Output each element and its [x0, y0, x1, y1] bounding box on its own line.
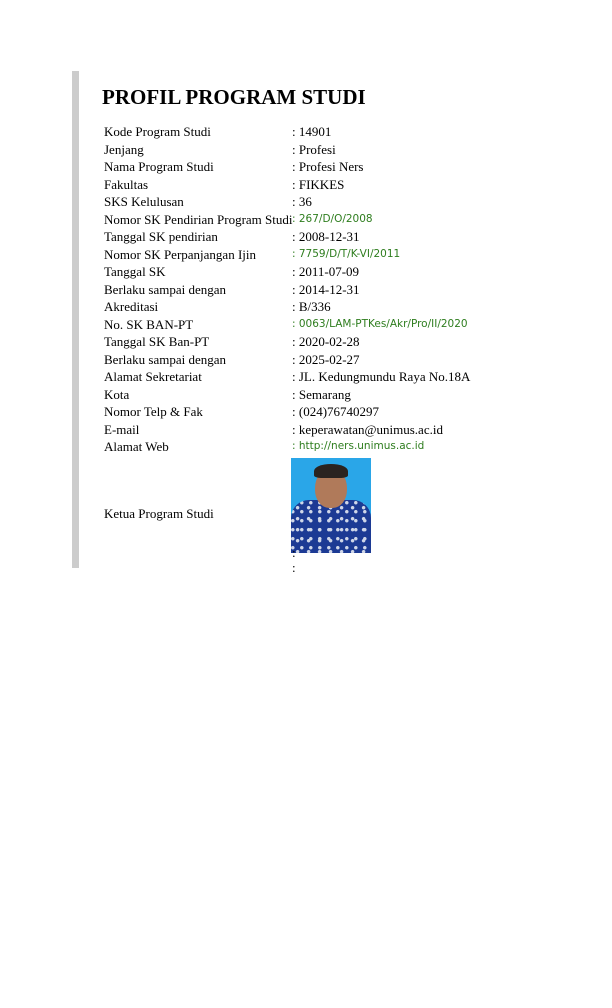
- row-label: Berlaku sampai dengan: [104, 281, 227, 297]
- row-value: : FIKKES: [292, 176, 345, 192]
- ketua-photo: [291, 458, 371, 553]
- row-label: Nomor Telp & Fak: [104, 404, 203, 419]
- row-value-link[interactable]: : 7759/D/T/K-VI/2011: [292, 247, 401, 260]
- row-value: : (024)76740297: [292, 404, 380, 419]
- website-link[interactable]: : http://ners.unimus.ac.id: [292, 440, 425, 452]
- row-value: : 2020-02-28: [292, 334, 360, 349]
- row-label: Berlaku sampai dengan: [104, 351, 227, 367]
- row-label: Kota: [104, 386, 130, 402]
- row-value: : 36: [292, 194, 312, 209]
- ketua-colon-2: :: [292, 560, 296, 575]
- row-label: Jenjang: [104, 141, 144, 157]
- row-value: : 2008-12-31: [292, 229, 360, 244]
- row-value: : 14901: [292, 124, 332, 139]
- row-value: : B/336: [292, 299, 331, 314]
- row-value: : 2011-07-09: [292, 264, 360, 279]
- row-label: Nomor SK Pendirian Program Studi: [104, 211, 293, 227]
- row-value: : 2014-12-31: [292, 281, 360, 297]
- row-label: Akreditasi: [104, 299, 159, 314]
- row-value: : 2025-02-27: [292, 351, 360, 367]
- row-label: Fakultas: [104, 176, 149, 192]
- row-value: : Profesi: [292, 141, 336, 157]
- row-label: Alamat Web: [104, 439, 169, 454]
- row-label: Alamat Sekretariat: [104, 369, 202, 384]
- row-value: : Semarang: [292, 386, 351, 402]
- row-value: : Profesi Ners: [292, 159, 364, 174]
- row-label: Tanggal SK: [104, 264, 166, 279]
- page-title: PROFIL PROGRAM STUDI: [102, 85, 366, 109]
- row-label: Tanggal SK pendirian: [104, 229, 218, 244]
- row-label: Tanggal SK Ban-PT: [104, 334, 210, 349]
- profile-panel: [72, 71, 499, 575]
- row-value-link[interactable]: : 267/D/O/2008: [292, 212, 373, 225]
- row-label: No. SK BAN-PT: [104, 316, 194, 332]
- row-label: E-mail: [104, 421, 140, 437]
- row-label: Nama Program Studi: [104, 159, 214, 174]
- row-value: : keperawatan@unimus.ac.id: [292, 421, 443, 437]
- photo-hair: [314, 464, 348, 478]
- row-label: SKS Kelulusan: [104, 194, 184, 209]
- row-label: Kode Program Studi: [104, 124, 211, 139]
- row-value: : JL. Kedungmundu Raya No.18A: [292, 369, 471, 384]
- ketua-colon: :: [292, 545, 296, 560]
- ketua-label: Ketua Program Studi: [104, 506, 214, 521]
- row-value-link[interactable]: : 0063/LAM-PTKes/Akr/Pro/II/2020: [292, 317, 468, 330]
- row-label: Nomor SK Perpanjangan Ijin: [104, 246, 257, 262]
